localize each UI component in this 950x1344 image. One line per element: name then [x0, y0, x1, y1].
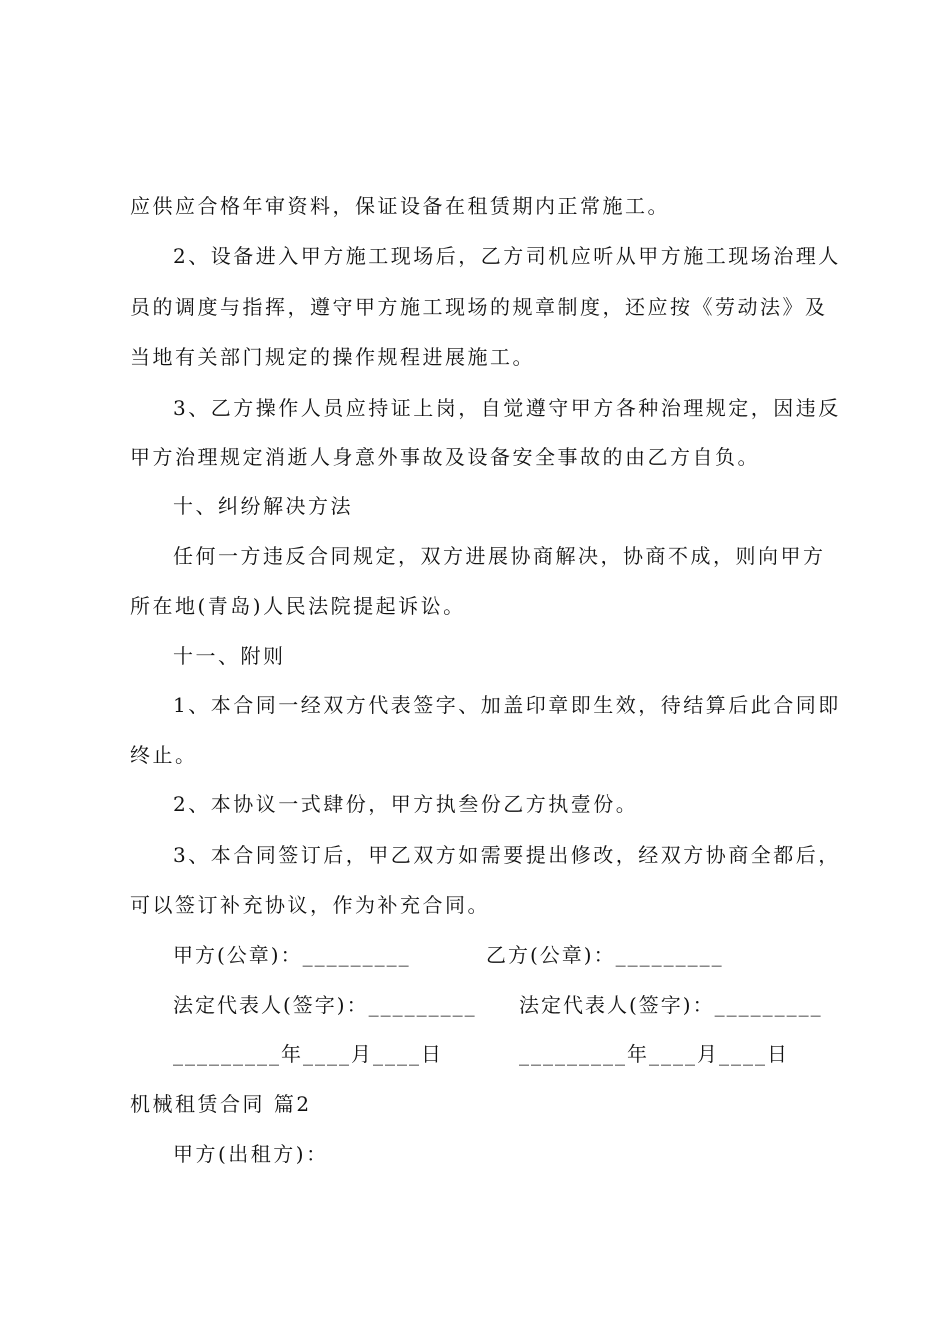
paragraph-line: 3、本合同签订后，甲乙双方如需要提出修改，经双方协商全都后，	[173, 843, 841, 867]
party-a-representative: 法定代表人(签字)：_________	[173, 993, 477, 1017]
paragraph-line: 当地有关部门规定的操作规程进展施工。	[130, 345, 535, 369]
paragraph-line: 所在地(青岛)人民法院提起诉讼。	[130, 594, 466, 618]
paragraph-line: 终止。	[130, 743, 198, 767]
paragraph-line: 2、设备进入甲方施工现场后，乙方司机应听从甲方施工现场治理人	[173, 244, 841, 268]
party-b-representative: 法定代表人(签字)：_________	[519, 993, 823, 1017]
paragraph-line: 3、乙方操作人员应持证上岗，自觉遵守甲方各种治理规定，因违反	[173, 396, 841, 420]
party-a-date: _________年____月____日	[173, 1042, 443, 1066]
paragraph-line: 2、本协议一式肆份，甲方执叁份乙方执壹份。	[173, 792, 639, 816]
paragraph-line: 任何一方违反合同规定，双方进展协商解决，协商不成，则向甲方	[173, 544, 826, 568]
section-heading: 十、纠纷解决方法	[173, 494, 353, 518]
paragraph-line: 可以签订补充协议，作为补充合同。	[130, 893, 490, 917]
paragraph-line: 应供应合格年审资料，保证设备在租赁期内正常施工。	[130, 194, 670, 218]
section-heading: 十一、附则	[173, 644, 286, 668]
section-title: 机械租赁合同 篇2	[130, 1092, 312, 1116]
party-b-date: _________年____月____日	[519, 1042, 789, 1066]
party-a-seal: 甲方(公章)：_________	[173, 943, 411, 967]
paragraph-line: 1、本合同一经双方代表签字、加盖印章即生效，待结算后此合同即	[173, 693, 841, 717]
paragraph-line: 员的调度与指挥，遵守甲方施工现场的规章制度，还应按《劳动法》及	[130, 295, 828, 319]
paragraph-line: 甲方(出租方)：	[173, 1142, 329, 1166]
party-b-seal: 乙方(公章)：_________	[486, 943, 724, 967]
paragraph-line: 甲方治理规定消逝人身意外事故及设备安全事故的由乙方自负。	[130, 445, 760, 469]
